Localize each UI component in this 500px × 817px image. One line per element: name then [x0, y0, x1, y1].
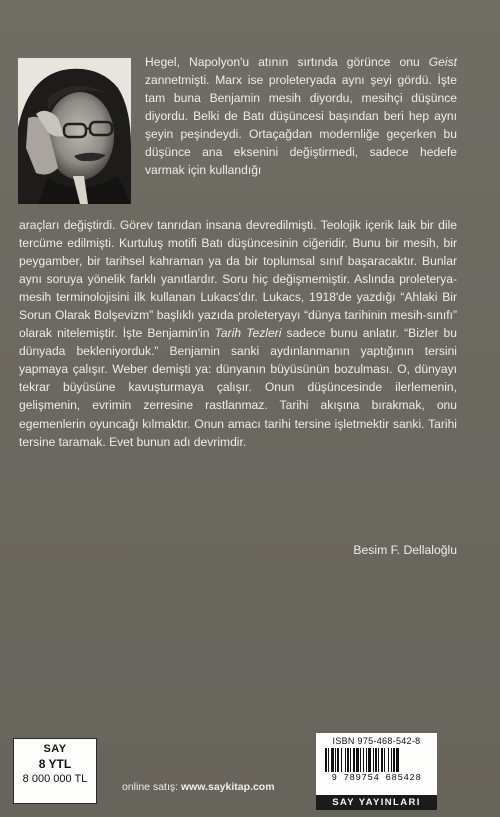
barcode-bar	[384, 748, 385, 772]
barcode-bar	[341, 748, 342, 772]
publisher-logo: SAY	[43, 743, 67, 755]
isbn-number: ISBN 975-468-542-8	[332, 736, 421, 746]
portrait-image	[18, 58, 131, 204]
online-sales-label: online satış:	[122, 781, 179, 793]
barcode-bar	[375, 748, 377, 772]
ean-number: 9 789754 685428	[331, 773, 422, 783]
barcode-bar	[373, 748, 374, 772]
price-ytl: 8 YTL	[38, 757, 72, 771]
barcode-bar	[381, 748, 383, 772]
barcode-bar	[325, 748, 327, 772]
author-portrait-photo	[18, 58, 131, 204]
barcode-block	[316, 733, 437, 795]
barcode-bar	[331, 748, 334, 772]
barcode-bar	[328, 748, 329, 772]
barcode-bar	[378, 748, 379, 772]
barcode-icon	[324, 748, 430, 772]
author-signature: Besim F. Dellaloğlu	[353, 543, 457, 557]
blurb-paragraph-top	[145, 53, 457, 179]
barcode-bar	[388, 748, 389, 772]
barcode-bar	[345, 748, 346, 772]
barcode-bar	[360, 748, 361, 772]
blurb-text: zannetmişti. Marx ise proleteryada aynı şeyi gördü. İşte tam buna Benjamin mesih diyordu, mesihçi düşünce diyordu. Belki de Batı düşüncesi başından beri hep aynı şeyin peşindeydi. Ortaçağdan modernliğe geçerken bu düşünce ana eksenini değiştirmedi, sadece hedefe varmak için kullandığı	[145, 73, 457, 178]
barcode-bar	[391, 748, 392, 772]
barcode-bar	[363, 748, 364, 772]
blurb-paragraph-main	[19, 216, 457, 451]
barcode-bar	[356, 748, 359, 772]
blurb-text: araçları değiştirdi. Görev tanrıdan insana devredilmişti. Teolojik içerik laik bir dile tercüme edilmişti. Kurtuluş motifi Batı düşüncesinin ciğeridir. Bunu bir mesih, bir peygamber, bir tarihsel kahraman ya da bir toplumsal sınıf başaracaktır. Bunlar aynı soruya yönelik farklı yanıtlardır. Soru hiç değişmemiştir. Aslında proleterya-mesih terminolojisini ilk kullanan Lukacs'dır. Lukacs, 1918'de yazdığı “Ahlaki Bir Sorun Olarak Bolşevizm” başlıklı yazıda proleteryayı “dünya tarihinin mesih-sınıfı” olarak nitelemiştir. İşte Benjamin'in	[19, 218, 457, 341]
barcode-bar	[347, 748, 349, 772]
online-sales-line	[122, 781, 275, 793]
barcode-bar	[368, 748, 371, 772]
barcode-bar	[393, 748, 395, 772]
barcode-bar	[335, 748, 336, 772]
barcode-bar	[337, 748, 339, 772]
blurb-text: Hegel, Napolyon'u atının sırtında görünce onu	[145, 55, 429, 69]
barcode-bar	[366, 748, 367, 772]
barcode-bar	[353, 748, 355, 772]
barcode-bar	[396, 748, 399, 772]
price-sticker	[13, 738, 97, 804]
website-link[interactable]: www.saykitap.com	[180, 781, 275, 793]
blurb-italic-title: Tarih Tezleri	[214, 326, 282, 341]
publisher-name-band: SAY YAYINLARI	[316, 795, 437, 810]
barcode-bar	[350, 748, 351, 772]
price-tl: 8 000 000 TL	[22, 773, 88, 785]
blurb-italic-term: Geist	[428, 55, 457, 69]
blurb-text: sadece bunu anlatır. “Bizler bu dünyada bekleniyorduk.” Benjamin sanki aydınlanmanın yaptığının tersini yapmaya çalışır. Weber demişti ya: dünyanın büyüsünün bozulması. O, dünyayı tekrar büyüsüne kavuşturmaya çalışır. Onun düşüncesinde ilerlemenin, gelişmenin, evrimin zerresine rastlanmaz. Tarihi akışına bırakmak, onu egemenlerin oyuncağı kılmaktır. Onun amacı tarihi tersine işletmektir sanki. Tarihi tersine taramak. Evet bunun adı devrimdir.	[19, 326, 458, 449]
